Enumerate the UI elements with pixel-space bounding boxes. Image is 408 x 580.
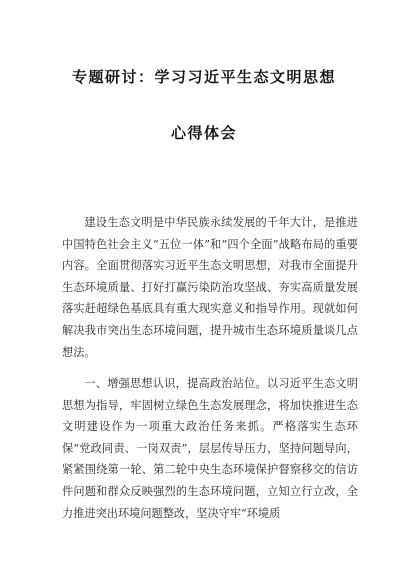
body-paragraph-1: 建设生态文明是中华民族永续发展的千年大计，是推进中国特色社会主义“五位一体”和“四个全面”战略布局的重要内容。全面贯彻落实习近平生态文明思想，对我市全面提升生态环境质量、打好打赢污染防治攻坚战、夯实高质量发展落实赶超绿色基底具有重大现实意义和指导作用。现就如何解决我市突出生态环境问题，提升城市生态环境质量谈几点想法。 xyxy=(62,216,358,359)
document-title: 专题研讨：学习习近平生态文明思想 xyxy=(71,68,336,86)
body-paragraph-2: 一、增强思想认识，提高政治站位。以习近平生态文明思想为指导，牢固树立绿色生态发展理念，将加快推进生态文明建设作为一项重大政治任务来抓。严格落实生态环保“党政同责、一岗双责”，层层传导压力，坚持问题导向，紧紧围绕第一轮、第二轮中央生态环境保护督察移交的信访件问题和群众反映强烈的生态环境问题，立知立行立改，全力推进突出环境问题整改，坚决守牢“环境质 xyxy=(62,377,358,520)
document-subtitle: 心得体会 xyxy=(170,124,237,142)
